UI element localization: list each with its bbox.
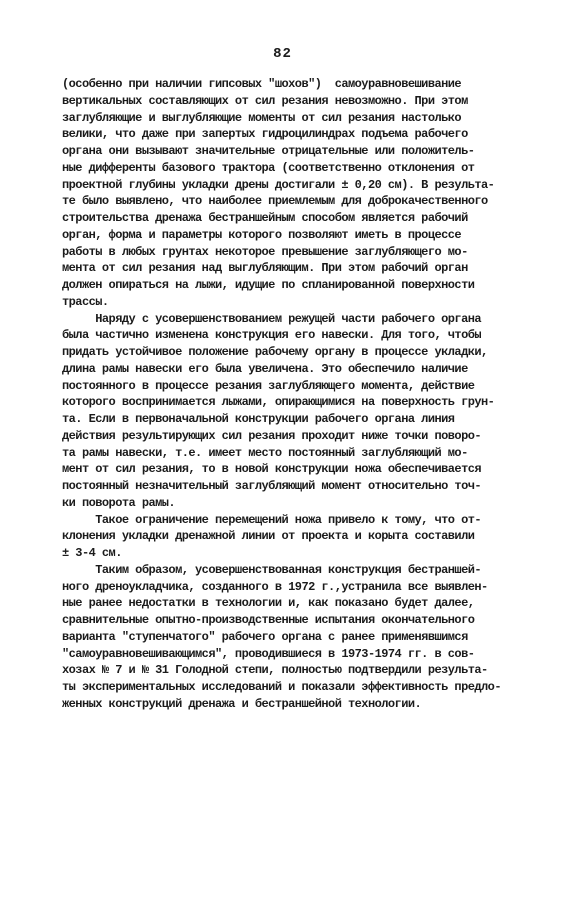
text-line: Наряду с усовершенствованием режущей части рабочего органа — [62, 311, 482, 326]
text-line: ного дреноукладчика, созданного в 1972 г.,устранила все выявлен- — [62, 579, 488, 594]
text-line: трассы. — [62, 294, 109, 309]
text-line: ные ранее недостатки в технологии и, как показано будет далее, — [62, 596, 475, 611]
text-line: велики, что даже при запертых гидроцилиндрах подъема рабочего — [62, 127, 468, 142]
paragraph-4 — [62, 562, 508, 713]
text-line: ные дифференты базового трактора (соответственно отклонения от — [62, 160, 475, 175]
text-line: Таким образом, усовершенствованная конструкция бестраншей- — [62, 562, 482, 577]
text-line: ки поворота рамы. — [62, 495, 176, 510]
text-line: (особенно при наличии гипсовых "шохов") самоуравновешивание — [62, 77, 462, 91]
text-line: придать устойчивое положение рабочему органу в процессе укладки, — [62, 345, 488, 359]
paragraph-3 — [62, 512, 508, 562]
body-text — [62, 76, 508, 713]
text-line: заглубляющие и выглубляющие моменты от сил резания настолько — [62, 110, 462, 125]
text-line: действия результирующих сил резания проходит ниже точки поворо- — [62, 428, 482, 443]
text-line: постоянный незначительный заглубляющий момент относительно точ- — [62, 479, 482, 493]
text-line: была частично изменена конструкция его навески. Для того, чтобы — [62, 328, 482, 343]
text-line: женных конструкций дренажа и бестраншейной технологии. — [62, 696, 422, 711]
text-line: работы в любых грунтах некоторое превышение заглубляющего мо- — [62, 244, 468, 259]
text-line: "самоуравновешивающимся", проводившиеся в 1973-1974 гг. в сов- — [62, 646, 475, 661]
text-line: постоянного в процессе резания заглубляющего момента, действие — [62, 378, 475, 393]
paragraph-2 — [62, 311, 508, 512]
text-line: та. Если в первоначальной конструкции рабочего органа линия — [62, 412, 455, 426]
text-line: та рамы навески, т.е. имеет место постоянный заглубляющий мо- — [62, 445, 468, 460]
text-line: строительства дренажа бестраншейным способом является рабочий — [62, 211, 468, 225]
text-line: вертикальных составляющих от сил резания невозможно. При этом — [62, 93, 468, 108]
text-line: длина рамы навески его была увеличена. Это обеспечило наличие — [62, 361, 468, 376]
text-line: органа они вызывают значительные отрицательные или положитель- — [62, 144, 475, 158]
text-line: ± 3-4 см. — [62, 546, 122, 560]
text-line: мента от сил резания над выглубляющим. При этом рабочий орган — [62, 261, 468, 276]
text-line: Такое ограничение перемещений ножа привело к тому, что от- — [62, 512, 482, 527]
text-line: те было выявлено, что наиболее приемлемым для доброкачественного — [62, 194, 488, 209]
text-line: орган, форма и параметры которого позволяют иметь в процессе — [62, 227, 462, 242]
text-line: которого воспринимается лыжами, опирающимися на поверхность грун- — [62, 395, 495, 410]
text-line: клонения укладки дренажной линии от проекта и корыта составили — [62, 529, 475, 544]
page-number: 82 — [273, 46, 292, 62]
text-line: ты экспериментальных исследований и показали эффективность предло- — [62, 680, 501, 694]
paragraph-1 — [62, 76, 508, 311]
text-line: проектной глубины укладки дрены достигали ± 0,20 см). В результа- — [62, 177, 495, 192]
text-line: варианта "ступенчатого" рабочего органа с ранее применявшимся — [62, 629, 468, 644]
text-line: должен опираться на лыжи, идущие по спланированной поверхности — [62, 278, 475, 292]
text-line: хозах № 7 и № 31 Голодной степи, полностью подтвердили результа- — [62, 663, 488, 678]
text-line: сравнительные опытно-производственные испытания окончательного — [62, 613, 475, 627]
text-line: мент от сил резания, то в новой конструкции ножа обеспечивается — [62, 462, 482, 477]
